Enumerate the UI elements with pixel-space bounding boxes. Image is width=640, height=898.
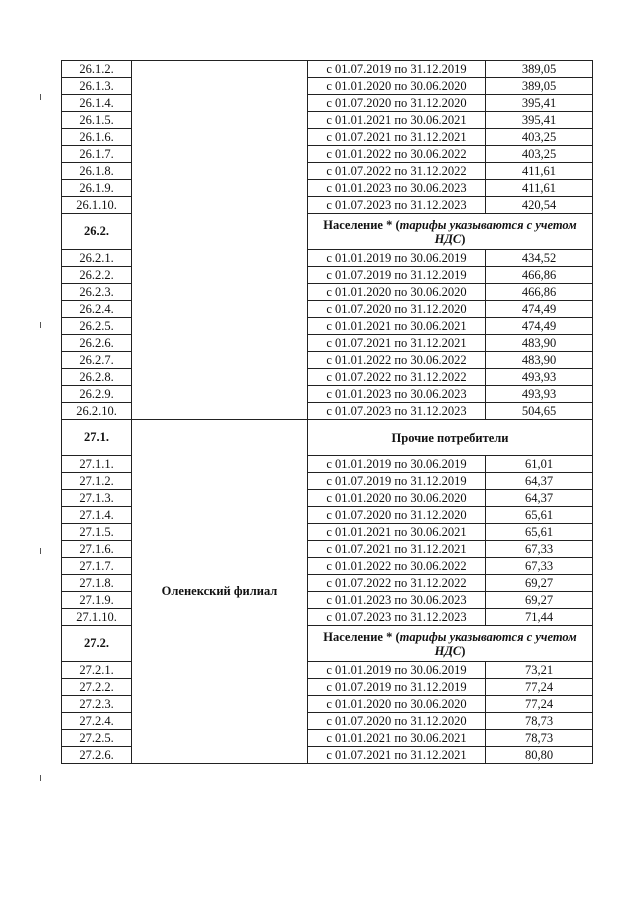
scan-margin-mark bbox=[40, 775, 41, 781]
row-number: 27.1.1. bbox=[62, 456, 132, 473]
tariff-value: 67,33 bbox=[486, 541, 593, 558]
scan-margin-mark bbox=[40, 94, 41, 100]
row-number: 27.1.2. bbox=[62, 473, 132, 490]
tariff-value: 64,37 bbox=[486, 473, 593, 490]
tariff-period: с 01.01.2023 по 30.06.2023 bbox=[308, 592, 486, 609]
tariff-period: с 01.01.2019 по 30.06.2019 bbox=[308, 456, 486, 473]
tariff-value: 493,93 bbox=[486, 369, 593, 386]
tariff-value: 65,61 bbox=[486, 524, 593, 541]
row-number: 27.1.9. bbox=[62, 592, 132, 609]
tariff-value: 73,21 bbox=[486, 662, 593, 679]
group-header-plain: Население * ( bbox=[323, 217, 400, 232]
row-number: 26.2.7. bbox=[62, 352, 132, 369]
group-number: 26.2. bbox=[62, 214, 132, 250]
tariff-period: с 01.07.2019 по 31.12.2019 bbox=[308, 679, 486, 696]
tariff-period: с 01.01.2022 по 30.06.2022 bbox=[308, 352, 486, 369]
tariff-value: 77,24 bbox=[486, 679, 593, 696]
row-number: 27.1.8. bbox=[62, 575, 132, 592]
group-header-row bbox=[62, 420, 593, 456]
tariff-period: с 01.01.2021 по 30.06.2021 bbox=[308, 112, 486, 129]
tariff-value: 493,93 bbox=[486, 386, 593, 403]
group-header-plain: Население * ( bbox=[323, 629, 400, 644]
tariff-value: 411,61 bbox=[486, 163, 593, 180]
tariff-value: 483,90 bbox=[486, 335, 593, 352]
tariff-period: с 01.07.2019 по 31.12.2019 bbox=[308, 473, 486, 490]
tariff-value: 395,41 bbox=[486, 95, 593, 112]
row-number: 26.1.4. bbox=[62, 95, 132, 112]
row-number: 26.2.5. bbox=[62, 318, 132, 335]
row-number: 26.1.7. bbox=[62, 146, 132, 163]
tariff-period: с 01.01.2020 по 30.06.2020 bbox=[308, 284, 486, 301]
row-number: 27.2.4. bbox=[62, 713, 132, 730]
row-number: 26.1.10. bbox=[62, 197, 132, 214]
row-number: 27.2.3. bbox=[62, 696, 132, 713]
row-number: 27.2.5. bbox=[62, 730, 132, 747]
tariff-value: 78,73 bbox=[486, 713, 593, 730]
tariff-table bbox=[61, 60, 593, 764]
tariff-value: 395,41 bbox=[486, 112, 593, 129]
row-number: 27.1.4. bbox=[62, 507, 132, 524]
tariff-period: с 01.01.2022 по 30.06.2022 bbox=[308, 146, 486, 163]
branch-name: Оленекский филиал bbox=[132, 420, 308, 764]
scan-margin-mark bbox=[40, 548, 41, 554]
tariff-value: 67,33 bbox=[486, 558, 593, 575]
tariff-value: 466,86 bbox=[486, 284, 593, 301]
group-header-tail: ) bbox=[461, 231, 466, 246]
tariff-period: с 01.07.2021 по 31.12.2021 bbox=[308, 747, 486, 764]
tariff-period: с 01.07.2021 по 31.12.2021 bbox=[308, 335, 486, 352]
tariff-value: 389,05 bbox=[486, 61, 593, 78]
row-number: 26.2.10. bbox=[62, 403, 132, 420]
tariff-period: с 01.01.2020 по 30.06.2020 bbox=[308, 78, 486, 95]
row-number: 27.1.6. bbox=[62, 541, 132, 558]
tariff-period: с 01.07.2020 по 31.12.2020 bbox=[308, 95, 486, 112]
row-number: 26.2.6. bbox=[62, 335, 132, 352]
tariff-value: 69,27 bbox=[486, 575, 593, 592]
row-number: 26.2.4. bbox=[62, 301, 132, 318]
row-number: 26.1.6. bbox=[62, 129, 132, 146]
row-number: 27.1.5. bbox=[62, 524, 132, 541]
scan-margin-mark bbox=[40, 322, 41, 328]
tariff-value: 474,49 bbox=[486, 301, 593, 318]
row-number: 27.2.1. bbox=[62, 662, 132, 679]
tariff-period: с 01.01.2019 по 30.06.2019 bbox=[308, 662, 486, 679]
tariff-value: 71,44 bbox=[486, 609, 593, 626]
row-number: 27.1.10. bbox=[62, 609, 132, 626]
tariff-period: с 01.01.2021 по 30.06.2021 bbox=[308, 318, 486, 335]
group-header-text bbox=[308, 214, 593, 250]
tariff-period: с 01.07.2021 по 31.12.2021 bbox=[308, 541, 486, 558]
tariff-value: 64,37 bbox=[486, 490, 593, 507]
tariff-value: 403,25 bbox=[486, 146, 593, 163]
tariff-period: с 01.01.2023 по 30.06.2023 bbox=[308, 180, 486, 197]
tariff-value: 69,27 bbox=[486, 592, 593, 609]
tariff-period: с 01.07.2023 по 31.12.2023 bbox=[308, 403, 486, 420]
row-number: 26.2.9. bbox=[62, 386, 132, 403]
tariff-period: с 01.07.2019 по 31.12.2019 bbox=[308, 61, 486, 78]
tariff-value: 504,65 bbox=[486, 403, 593, 420]
tariff-value: 420,54 bbox=[486, 197, 593, 214]
tariff-period: с 01.07.2019 по 31.12.2019 bbox=[308, 267, 486, 284]
tariff-period: с 01.07.2020 по 31.12.2020 bbox=[308, 301, 486, 318]
tariff-period: с 01.07.2020 по 31.12.2020 bbox=[308, 507, 486, 524]
tariff-value: 80,80 bbox=[486, 747, 593, 764]
tariff-period: с 01.01.2023 по 30.06.2023 bbox=[308, 386, 486, 403]
row-number: 27.2.6. bbox=[62, 747, 132, 764]
tariff-period: с 01.07.2023 по 31.12.2023 bbox=[308, 197, 486, 214]
row-number: 26.1.9. bbox=[62, 180, 132, 197]
row-number: 26.1.8. bbox=[62, 163, 132, 180]
group-header-text bbox=[308, 626, 593, 662]
group-header-italic: тарифы указываются с учетом НДС bbox=[399, 629, 577, 658]
tariff-period: с 01.01.2021 по 30.06.2021 bbox=[308, 524, 486, 541]
blank-branch-cell bbox=[132, 61, 308, 420]
group-header-plain: Прочие потребители bbox=[391, 430, 509, 445]
tariff-value: 65,61 bbox=[486, 507, 593, 524]
tariff-value: 434,52 bbox=[486, 250, 593, 267]
tariff-value: 78,73 bbox=[486, 730, 593, 747]
tariff-period: с 01.01.2021 по 30.06.2021 bbox=[308, 730, 486, 747]
tariff-period: с 01.01.2020 по 30.06.2020 bbox=[308, 696, 486, 713]
group-number: 27.1. bbox=[62, 420, 132, 456]
tariff-value: 77,24 bbox=[486, 696, 593, 713]
tariff-value: 389,05 bbox=[486, 78, 593, 95]
tariff-period: с 01.07.2023 по 31.12.2023 bbox=[308, 609, 486, 626]
group-header-tail: ) bbox=[461, 643, 466, 658]
row-number: 26.1.5. bbox=[62, 112, 132, 129]
tariff-period: с 01.01.2022 по 30.06.2022 bbox=[308, 558, 486, 575]
tariff-value: 466,86 bbox=[486, 267, 593, 284]
row-number: 26.1.2. bbox=[62, 61, 132, 78]
row-number: 26.1.3. bbox=[62, 78, 132, 95]
tariff-value: 483,90 bbox=[486, 352, 593, 369]
tariff-value: 61,01 bbox=[486, 456, 593, 473]
group-number: 27.2. bbox=[62, 626, 132, 662]
table-row bbox=[62, 61, 593, 78]
tariff-value: 411,61 bbox=[486, 180, 593, 197]
row-number: 26.2.8. bbox=[62, 369, 132, 386]
tariff-value: 474,49 bbox=[486, 318, 593, 335]
tariff-period: с 01.07.2022 по 31.12.2022 bbox=[308, 575, 486, 592]
tariff-period: с 01.07.2022 по 31.12.2022 bbox=[308, 369, 486, 386]
tariff-period: с 01.07.2022 по 31.12.2022 bbox=[308, 163, 486, 180]
tariff-period: с 01.07.2020 по 31.12.2020 bbox=[308, 713, 486, 730]
row-number: 26.2.1. bbox=[62, 250, 132, 267]
row-number: 27.2.2. bbox=[62, 679, 132, 696]
group-header-italic: тарифы указываются с учетом НДС bbox=[399, 217, 577, 246]
tariff-period: с 01.01.2020 по 30.06.2020 bbox=[308, 490, 486, 507]
tariff-value: 403,25 bbox=[486, 129, 593, 146]
group-header-text bbox=[308, 420, 593, 456]
tariff-period: с 01.07.2021 по 31.12.2021 bbox=[308, 129, 486, 146]
row-number: 26.2.3. bbox=[62, 284, 132, 301]
tariff-period: с 01.01.2019 по 30.06.2019 bbox=[308, 250, 486, 267]
row-number: 27.1.7. bbox=[62, 558, 132, 575]
row-number: 27.1.3. bbox=[62, 490, 132, 507]
row-number: 26.2.2. bbox=[62, 267, 132, 284]
